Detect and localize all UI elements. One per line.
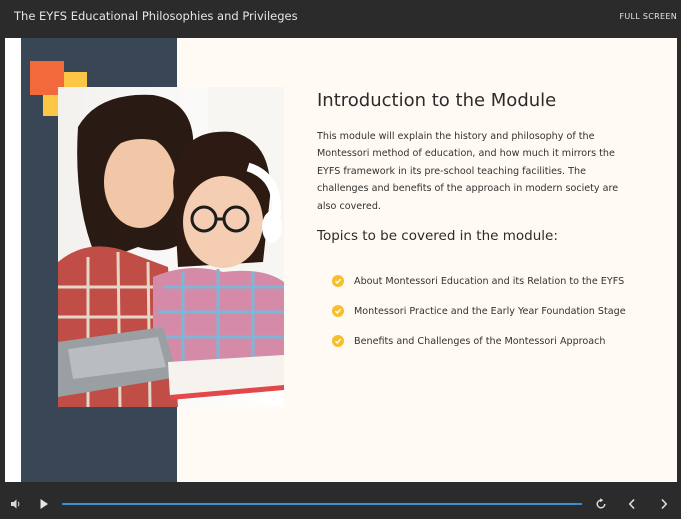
topic-text: About Montessori Education and its Relation to the EYFS — [354, 275, 625, 287]
slide-photo — [58, 87, 284, 407]
slide-paragraph: This module will explain the history and philosophy of the Montessori method of education, and how much it mirrors the EYFS framework in its pre-school teaching facilities. The challenges and benefits of the approach in modern society are also covered. — [317, 131, 619, 212]
next-icon[interactable] — [656, 496, 672, 512]
volume-icon[interactable] — [8, 496, 24, 512]
slide-left-strip — [5, 38, 21, 482]
progress-fill — [62, 503, 582, 505]
play-icon[interactable] — [36, 496, 52, 512]
slide-heading: Introduction to the Module — [317, 90, 557, 111]
progress-bar[interactable] — [62, 503, 582, 505]
replay-icon[interactable] — [593, 496, 609, 512]
list-item — [332, 266, 626, 296]
check-bullet-icon — [332, 275, 344, 287]
topic-text: Benefits and Challenges of the Montessori Approach — [354, 335, 606, 347]
check-bullet-icon — [332, 335, 344, 347]
list-item — [332, 326, 626, 356]
slide — [5, 38, 677, 482]
player-controls — [0, 490, 681, 519]
top-bar — [0, 0, 681, 34]
topics-heading: Topics to be covered in the module: — [317, 228, 558, 244]
fullscreen-button[interactable]: FULL SCREEN — [619, 12, 677, 21]
topic-text: Montessori Practice and the Early Year Foundation Stage — [354, 305, 626, 317]
topic-list — [332, 266, 626, 356]
check-bullet-icon — [332, 305, 344, 317]
course-title: The EYFS Educational Philosophies and Privileges — [14, 9, 298, 23]
previous-icon[interactable] — [624, 496, 640, 512]
list-item — [332, 296, 626, 326]
